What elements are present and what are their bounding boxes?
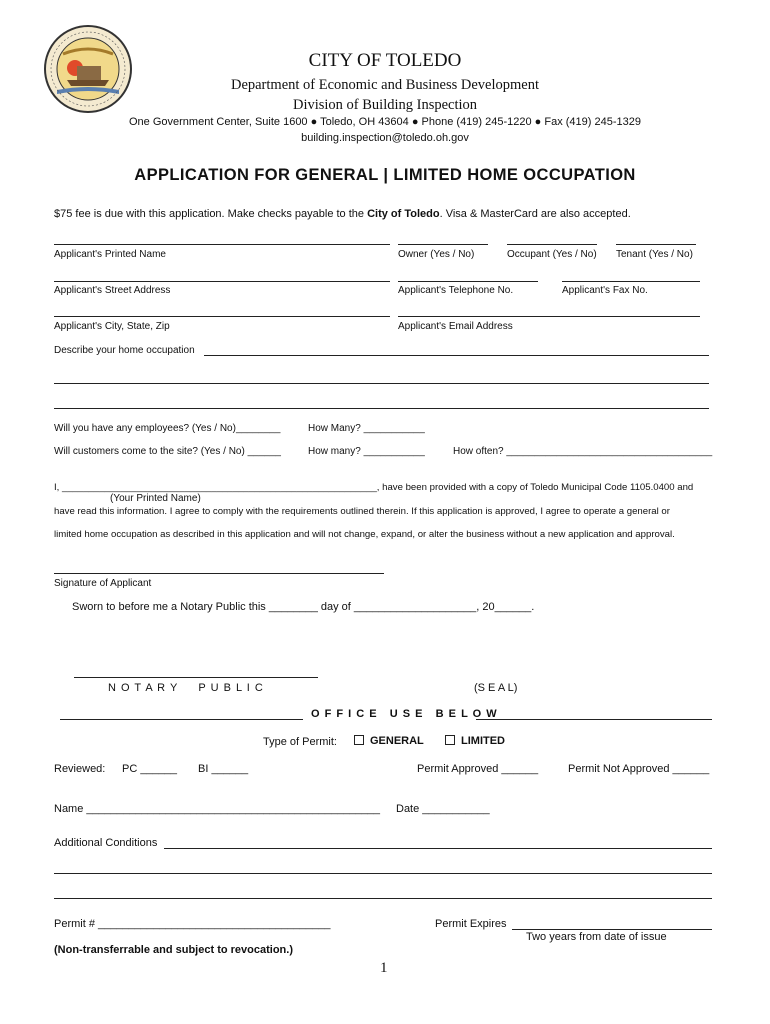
office-divider-left xyxy=(60,719,303,720)
telephone-line[interactable] xyxy=(398,281,538,282)
notary-public-label: N O T A R Y P U B L I C xyxy=(108,682,264,694)
office-date: Date ___________ xyxy=(396,803,490,815)
tenant-line[interactable] xyxy=(616,244,696,245)
notary-signature-line[interactable] xyxy=(74,677,318,678)
conditions-line-2[interactable] xyxy=(54,873,712,874)
permit-general-label: GENERAL xyxy=(370,735,424,747)
expires-note: Two years from date of issue xyxy=(526,931,667,943)
permit-limited-option[interactable] xyxy=(445,735,505,747)
printed-name-label: Applicant's Printed Name xyxy=(54,249,166,260)
signature-label: Signature of Applicant xyxy=(54,578,152,589)
occupant-line[interactable] xyxy=(507,244,597,245)
header-department: Department of Economic and Business Development xyxy=(230,77,540,93)
owner-label: Owner (Yes / No) xyxy=(398,249,475,260)
reviewed-bi: BI ______ xyxy=(198,763,249,775)
email-label: Applicant's Email Address xyxy=(398,321,513,332)
describe-line-1[interactable] xyxy=(204,355,709,356)
form-title: APPLICATION FOR GENERAL | LIMITED HOME OCCUPATION xyxy=(134,166,636,184)
conditions-line-1[interactable] xyxy=(164,848,712,849)
reviewed-pc: PC ______ xyxy=(122,763,178,775)
customers-count: How many? ___________ xyxy=(308,446,425,457)
city-state-zip-line[interactable] xyxy=(54,316,390,317)
permit-approved: Permit Approved ______ xyxy=(417,763,539,775)
occupant-label: Occupant (Yes / No) xyxy=(507,249,597,260)
checkbox-icon[interactable] xyxy=(445,735,455,745)
describe-line-3[interactable] xyxy=(54,408,709,409)
fax-label: Applicant's Fax No. xyxy=(562,285,648,296)
employees-question: Will you have any employees? (Yes / No)________ xyxy=(54,423,281,434)
reviewed-label: Reviewed: xyxy=(54,763,106,775)
fee-prefix: $75 fee is due with this application. Make checks payable to the xyxy=(54,208,368,220)
header-city: CITY OF TOLEDO xyxy=(308,50,462,71)
telephone-label: Applicant's Telephone No. xyxy=(398,285,514,296)
describe-line-2[interactable] xyxy=(54,383,709,384)
checkbox-icon[interactable] xyxy=(354,735,364,745)
office-divider-right xyxy=(476,719,712,720)
customers-question: Will customers come to the site? (Yes / No) ______ xyxy=(54,446,281,457)
header-email: building.inspection@toledo.oh.gov xyxy=(301,132,469,144)
tenant-label: Tenant (Yes / No) xyxy=(616,249,693,260)
notary-seal-label: (S E A L) xyxy=(474,682,518,694)
permit-type-label: Type of Permit: xyxy=(263,736,337,748)
printed-name-line[interactable] xyxy=(54,244,390,245)
permit-limited-label: LIMITED xyxy=(461,735,505,747)
signature-line[interactable] xyxy=(54,573,384,574)
fee-payee: City of Toledo xyxy=(367,208,440,220)
printed-name-caption: (Your Printed Name) xyxy=(110,493,201,504)
describe-label: Describe your home occupation xyxy=(54,345,195,356)
agreement-line-1: I, ___________________________________________________________, have been provided with a copy of Toledo Municipal Code 1105.0400 and xyxy=(54,482,694,493)
conditions-line-3[interactable] xyxy=(54,898,712,899)
office-name: Name ________________________________________________ xyxy=(54,803,381,815)
non-transferable-note: (Non-transferrable and subject to revocation.) xyxy=(54,944,293,956)
notary-sworn-line: Sworn to before me a Notary Public this ________ day of ____________________, 20______. xyxy=(72,601,535,613)
agreement-line-2: have read this information. I agree to comply with the requirements outlined therein. If this application is approved, I agree to operate a general or xyxy=(54,506,670,517)
permit-general-option[interactable] xyxy=(354,735,424,747)
fee-notice xyxy=(54,208,631,220)
fax-line[interactable] xyxy=(562,281,700,282)
permit-expires-label: Permit Expires xyxy=(435,918,507,930)
page-number: 1 xyxy=(380,960,388,976)
additional-conditions-label: Additional Conditions xyxy=(54,837,158,849)
permit-expires-line[interactable] xyxy=(512,929,712,930)
email-line[interactable] xyxy=(398,316,700,317)
permit-not-approved: Permit Not Approved ______ xyxy=(568,763,710,775)
fee-suffix: . Visa & MasterCard are also accepted. xyxy=(439,208,631,220)
employees-count: How Many? ___________ xyxy=(308,423,425,434)
city-state-zip-label: Applicant's City, State, Zip xyxy=(54,321,170,332)
header-address: One Government Center, Suite 1600 ● Toledo, OH 43604 ● Phone (419) 245-1220 ● Fax (419) 245-1329 xyxy=(129,116,641,128)
header-division: Division of Building Inspection xyxy=(292,97,478,113)
street-line[interactable] xyxy=(54,281,390,282)
permit-number: Permit # ______________________________________ xyxy=(54,918,331,930)
agreement-line-3: limited home occupation as described in this application and will not change, expand, or alter the business without a new application and approval. xyxy=(54,529,675,540)
office-use-heading: O F F I C E U S E B E L O W xyxy=(311,708,498,720)
customers-how-often: How often? _____________________________________ xyxy=(453,446,713,457)
owner-line[interactable] xyxy=(398,244,488,245)
street-label: Applicant's Street Address xyxy=(54,285,171,296)
